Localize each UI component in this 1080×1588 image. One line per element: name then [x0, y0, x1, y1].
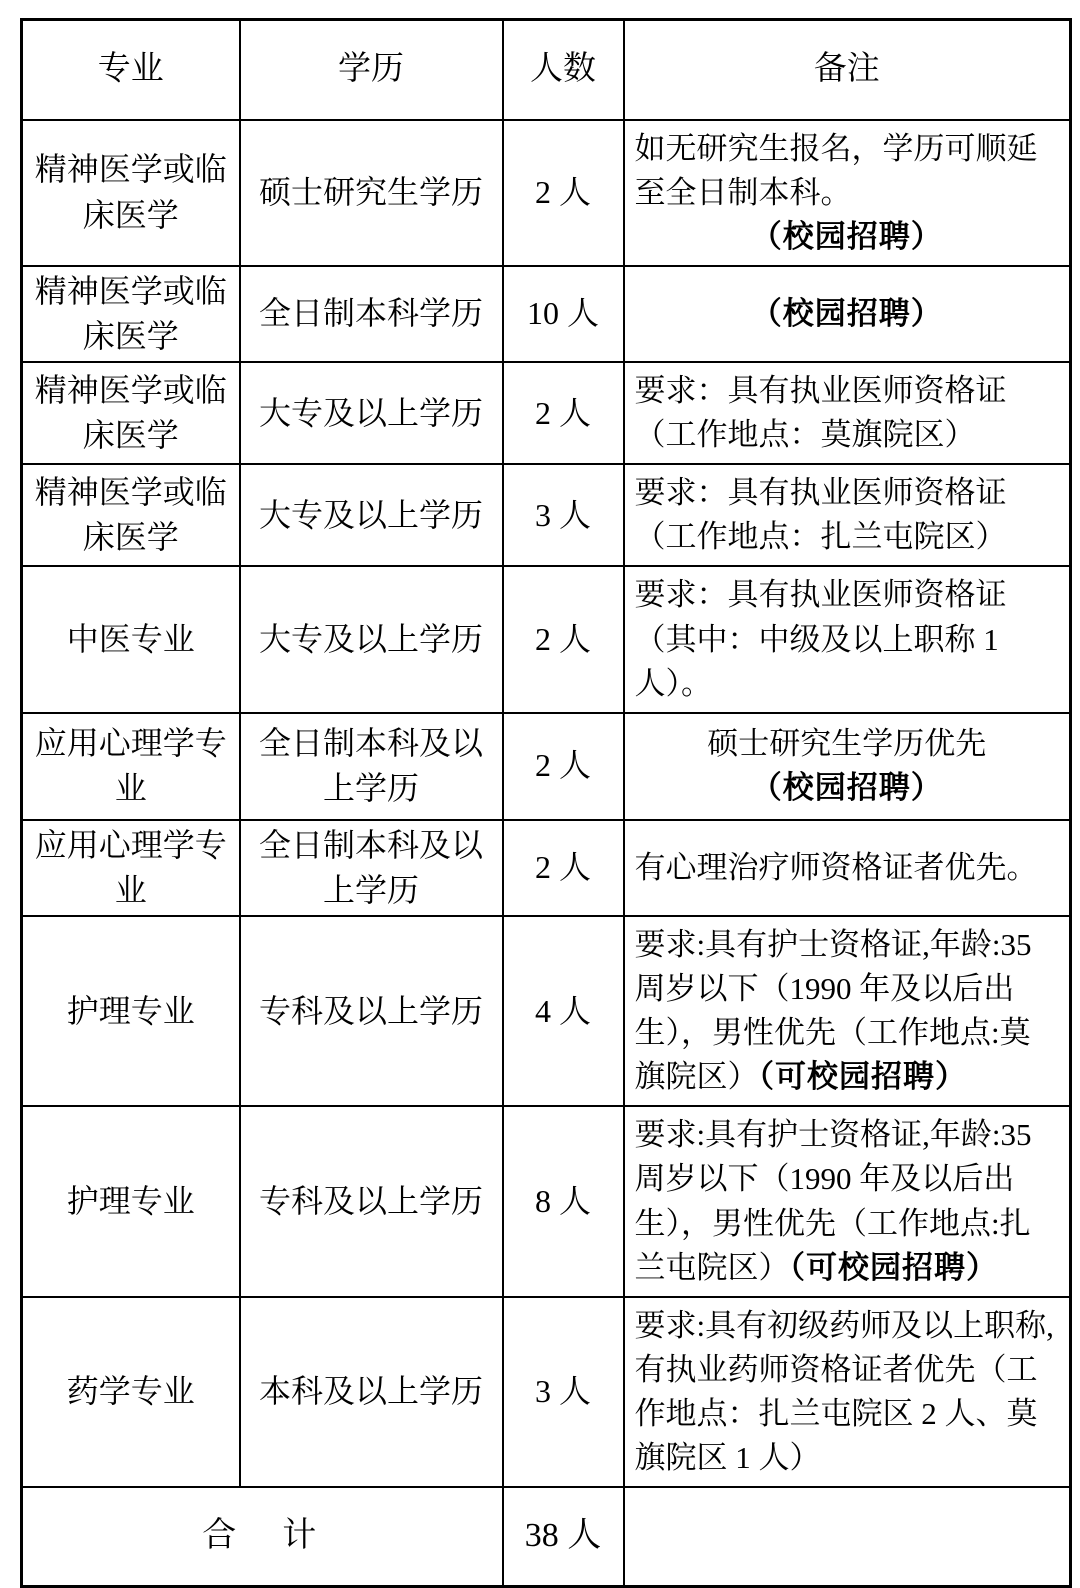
remark-cell [624, 566, 1071, 712]
count-cell: 10 人 [503, 266, 624, 363]
remark-cell [624, 916, 1071, 1106]
major-cell: 精神医学或临床医学 [22, 266, 240, 363]
count-cell: 2 人 [503, 120, 624, 266]
major-cell: 精神医学或临床医学 [22, 120, 240, 266]
remark-text: 要求:具有护士资格证,年龄:35 周岁以下（1990 年及以后出生），男性优先（工作地点:莫旗院区） [634, 927, 1032, 1095]
table-header-row [22, 20, 1071, 120]
count-cell: 3 人 [503, 464, 624, 566]
major-cell: 中医专业 [22, 566, 240, 712]
remark-cell [624, 1106, 1071, 1296]
header-major: 专业 [22, 20, 240, 120]
count-cell: 4 人 [503, 916, 624, 1106]
remark-text: 如无研究生报名，学历可顺延至全日制本科。 [634, 130, 1038, 210]
count-cell: 2 人 [503, 820, 624, 917]
count-cell: 3 人 [503, 1297, 624, 1487]
table-row [22, 120, 1071, 266]
remark-highlight: （校园招聘） [750, 295, 943, 331]
remark-highlight: （可校园招聘） [789, 1249, 998, 1285]
education-cell: 全日制本科学历 [240, 266, 503, 363]
header-education: 学历 [240, 20, 503, 120]
remark-cell [624, 820, 1071, 917]
major-cell: 护理专业 [22, 1106, 240, 1296]
count-cell: 2 人 [503, 566, 624, 712]
education-cell: 专科及以上学历 [240, 1106, 503, 1296]
education-cell: 全日制本科及以上学历 [240, 713, 503, 820]
education-cell: 大专及以上学历 [240, 566, 503, 712]
major-cell: 药学专业 [22, 1297, 240, 1487]
remark-highlight: （校园招聘） [750, 770, 943, 806]
remark-text: 要求:具有护士资格证,年龄:35 周岁以下（1990 年及以后出生），男性优先（工作地点:扎兰屯院区） [634, 1117, 1032, 1285]
education-cell: 大专及以上学历 [240, 464, 503, 566]
major-cell: 应用心理学专业 [22, 820, 240, 917]
table-row [22, 916, 1071, 1106]
total-remark-cell [624, 1487, 1071, 1587]
count-cell: 2 人 [503, 362, 624, 464]
remark-cell [624, 120, 1071, 266]
table-row [22, 362, 1071, 464]
education-cell: 硕士研究生学历 [240, 120, 503, 266]
table-row [22, 266, 1071, 363]
major-cell: 应用心理学专业 [22, 713, 240, 820]
remark-text: 要求:具有初级药师及以上职称,有执业药师资格证者优先（工作地点：扎兰屯院区 2 人、莫旗院区 1 人） [634, 1307, 1054, 1475]
table-total-row [22, 1487, 1071, 1587]
remark-highlight: （校园招聘） [750, 218, 943, 254]
remark-text: 要求：具有执业医师资格证（工作地点：扎兰屯院区） [634, 475, 1007, 555]
header-remark: 备注 [624, 20, 1071, 120]
count-cell: 8 人 [503, 1106, 624, 1296]
total-count-cell: 38 人 [503, 1487, 624, 1587]
education-cell: 本科及以上学历 [240, 1297, 503, 1487]
remark-cell [624, 1297, 1071, 1487]
education-cell: 大专及以上学历 [240, 362, 503, 464]
table-row [22, 713, 1071, 820]
education-cell: 专科及以上学历 [240, 916, 503, 1106]
remark-text: 硕士研究生学历优先 [707, 726, 987, 762]
major-cell: 护理专业 [22, 916, 240, 1106]
table-row [22, 1297, 1071, 1487]
remark-cell [624, 266, 1071, 363]
recruitment-table [20, 18, 1072, 1588]
count-cell: 2 人 [503, 713, 624, 820]
table-row [22, 1106, 1071, 1296]
table-row [22, 464, 1071, 566]
table-row [22, 566, 1071, 712]
table-row [22, 820, 1071, 917]
remark-text: 要求：具有执业医师资格证（其中：中级及以上职称 1 人）。 [634, 577, 1007, 701]
remark-text: 要求：具有执业医师资格证（工作地点：莫旗院区） [634, 373, 1007, 453]
remark-cell [624, 464, 1071, 566]
remark-highlight: （可校园招聘） [758, 1059, 967, 1095]
major-cell: 精神医学或临床医学 [22, 464, 240, 566]
remark-text: 有心理治疗师资格证者优先。 [634, 849, 1038, 885]
total-label-cell: 合 计 [22, 1487, 503, 1587]
major-cell: 精神医学或临床医学 [22, 362, 240, 464]
remark-cell [624, 713, 1071, 820]
education-cell: 全日制本科及以上学历 [240, 820, 503, 917]
header-count: 人数 [503, 20, 624, 120]
remark-cell [624, 362, 1071, 464]
